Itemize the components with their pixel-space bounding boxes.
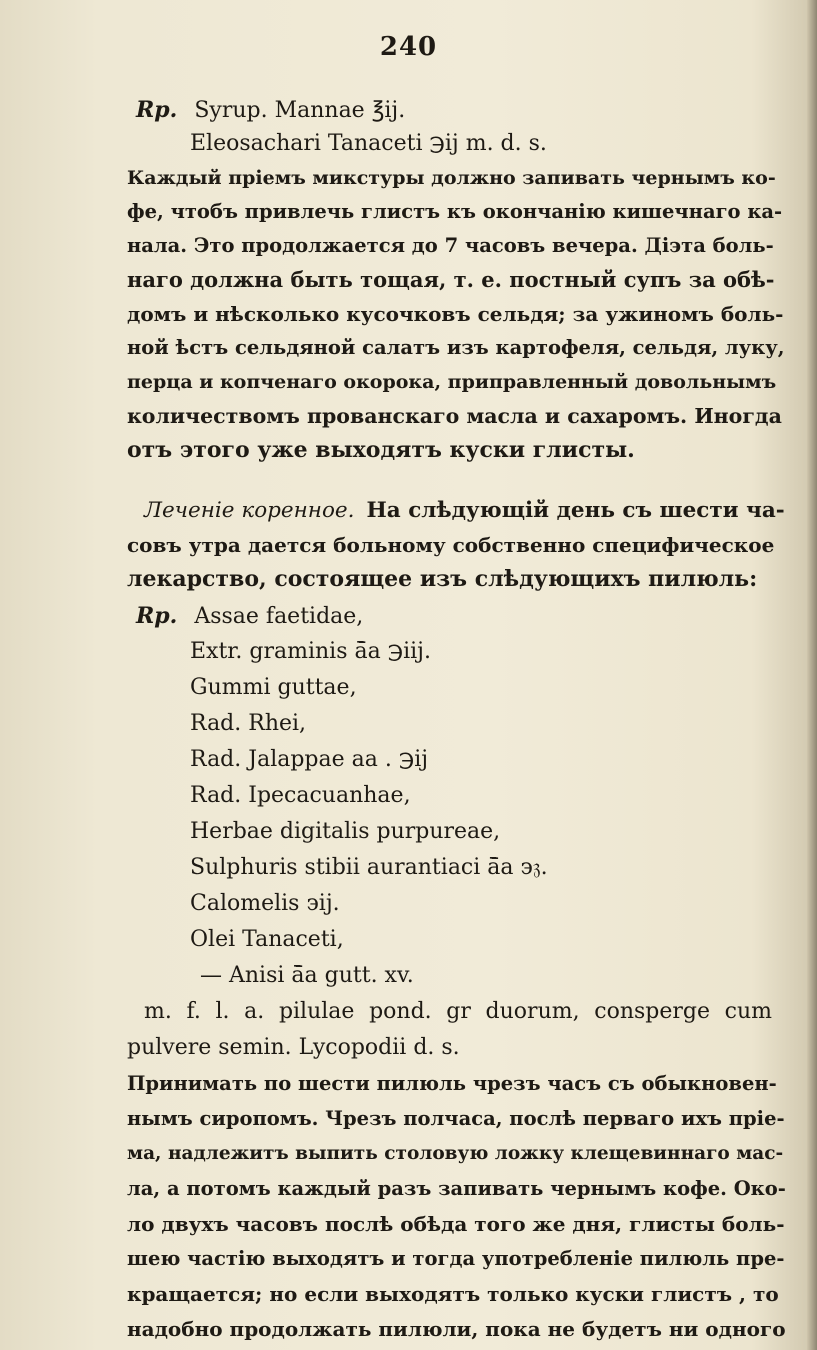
rx-item: Extr. graminis ā̄a ℈iij. bbox=[190, 639, 431, 664]
rx-item: Rad. Jalappae aa . ℈ij bbox=[190, 747, 429, 772]
rx-item: Assae faetidae, bbox=[194, 604, 364, 629]
text-line: На слѣдующій день съ шести ча- bbox=[366, 498, 785, 523]
text-line: Принимать по шести пилюль чрезъ часъ съ обыкновен- bbox=[127, 1072, 777, 1095]
text-line: лекарство, состоящее изъ слѣдующихъ пилюль: bbox=[127, 566, 758, 592]
rx-item: Rad. Ipecacuanhae, bbox=[190, 783, 411, 808]
rx-item: Calomelis эij. bbox=[190, 891, 340, 916]
text-line: Каждый пріемъ микстуры должно запивать чернымъ ко- bbox=[127, 167, 776, 189]
rx-symbol: Rp. bbox=[136, 97, 178, 123]
rx-heading bbox=[136, 601, 363, 632]
text-line: кращается; но если выходятъ только куски глистъ , то bbox=[127, 1282, 779, 1306]
text-line: перца и копченаго окорока, приправленный довольнымъ bbox=[127, 371, 777, 393]
rx-item: — Anisi ā̄a gutt. xv. bbox=[200, 963, 414, 988]
rx-symbol: Rp. bbox=[136, 603, 178, 629]
text-line: ло двухъ часовъ послѣ обѣда того же дня, глисты боль- bbox=[127, 1212, 785, 1236]
text-line: домъ и нѣсколько кусочковъ сельдя; за ужиномъ боль- bbox=[127, 302, 784, 326]
rx-item: Sulphuris stibii aurantiaci ā̄a э𝔷. bbox=[190, 855, 548, 880]
text-line: нала. Это продолжается до 7 часовъ вечера. Діэта боль- bbox=[127, 234, 774, 257]
text-line: фе, чтобъ привлечь глистъ къ окончанію кишечнаго ка- bbox=[127, 200, 783, 223]
text-line: совъ утра дается больному собственно специфическое bbox=[127, 533, 775, 557]
page-number: 240 bbox=[379, 32, 438, 62]
rx-item: Olei Tanaceti, bbox=[190, 927, 344, 952]
text-line: шею частію выходятъ и тогда употребленіе пилюль пре- bbox=[127, 1247, 785, 1270]
page-edge bbox=[807, 0, 817, 1350]
rx-line: Syrup. Mannae ℥ij. bbox=[194, 98, 406, 123]
text-line: отъ этого уже выходятъ куски глисты. bbox=[127, 437, 635, 463]
rx-instruction: pulvere semin. Lycopodii d. s. bbox=[127, 1035, 460, 1060]
text-line: ла, а потомъ каждый разъ запивать чернымъ кофе. Око- bbox=[127, 1177, 786, 1200]
section-lead: Леченіе коренное. bbox=[144, 498, 355, 523]
rx-item: Rad. Rhei, bbox=[190, 711, 307, 736]
text-line: наго должна быть тощая, т. е. постный супъ за обѣ- bbox=[127, 267, 775, 292]
rx-heading bbox=[136, 95, 405, 126]
rx-line: Eleosachari Tanaceti ℈ij m. d. s. bbox=[190, 131, 547, 156]
text-line: количествомъ прованскаго масла и сахаромъ. Иногда bbox=[127, 404, 782, 428]
text-line: нымъ сиропомъ. Чрезъ полчаса, послѣ перваго ихъ прiе- bbox=[127, 1107, 785, 1130]
rx-item: Gummi guttae, bbox=[190, 675, 357, 700]
rx-item: Herbae digitalis purpureae, bbox=[190, 819, 501, 844]
text-line: ма, надлежитъ выпить столовую ложку клещевиннаго мас- bbox=[127, 1143, 784, 1164]
text-line: ной ѣстъ сельдяной салатъ изъ картофеля, сельдя, луку, bbox=[127, 336, 785, 359]
paragraph-first-line bbox=[144, 496, 785, 526]
rx-instruction: m. f. l. a. pilulae pond. gr duorum, consperge cum bbox=[144, 999, 772, 1024]
text-line: надобно продолжать пилюли, пока не будетъ ни одного bbox=[127, 1317, 786, 1341]
